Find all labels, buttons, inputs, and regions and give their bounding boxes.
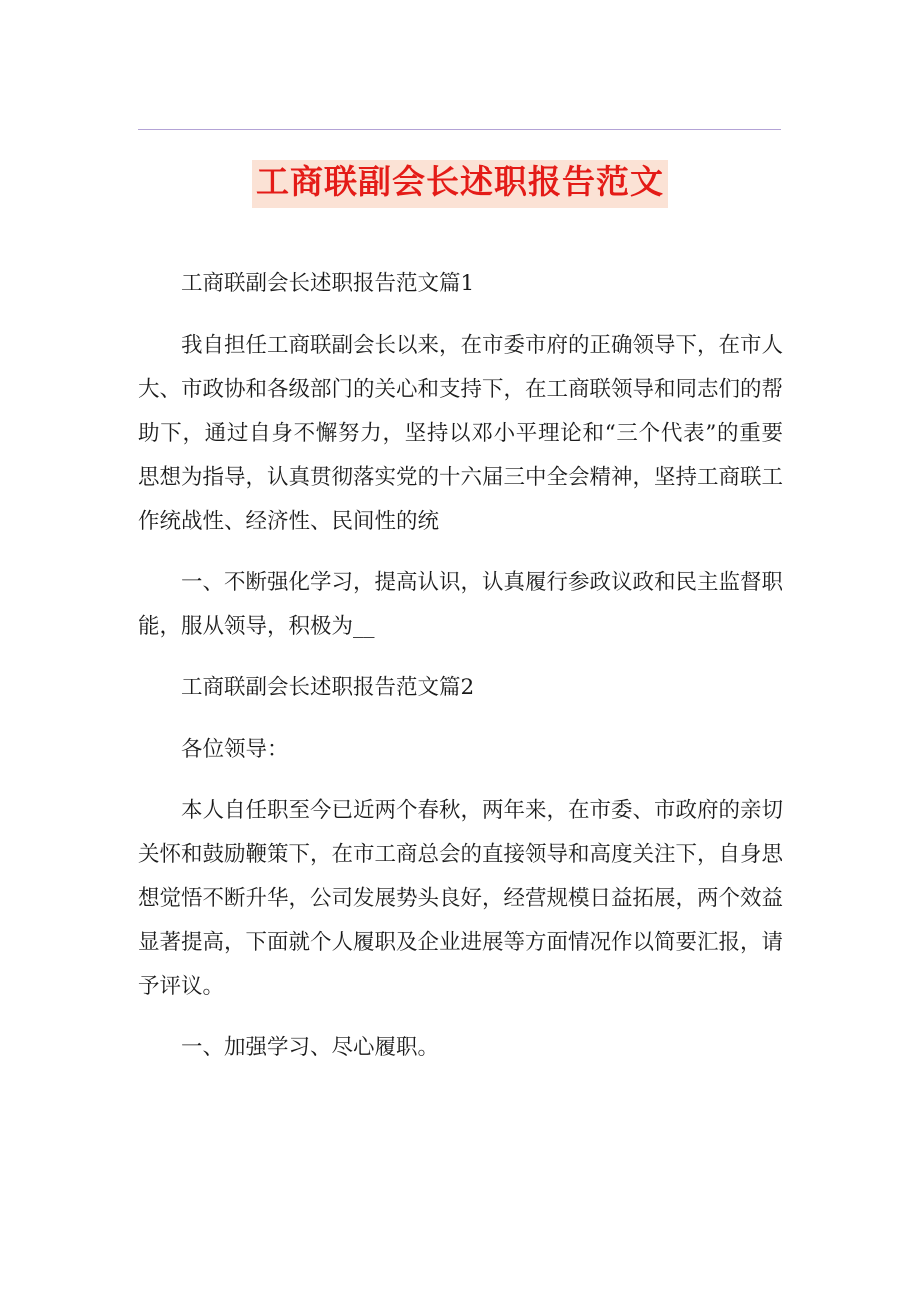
paragraph: 一、不断强化学习，提高认识，认真履行参政议政和民主监督职能，服从领导，积极为__ <box>138 570 784 639</box>
section-heading: 工商联副会长述职报告范文篇2 <box>181 675 475 700</box>
title-container <box>0 160 920 208</box>
section-heading: 工商联副会长述职报告范文篇1 <box>181 271 475 296</box>
paragraph: 本人自任职至今已近两个春秋，两年来，在市委、市政府的亲切关怀和鼓励鞭策下，在市工商总会的直接领导和高度关注下，自身思想觉悟不断升华，公司发展势头良好，经营规模日益拓展，两个效益显著提高，下面就个人履职及企业进展等方面情况作以简要汇报，请予评议。 <box>138 798 784 999</box>
paragraph: 各位领导： <box>181 737 289 762</box>
paragraph: 我自担任工商联副会长以来，在市委市府的正确领导下，在市人大、市政协和各级部门的关心和支持下，在工商联领导和同志们的帮助下，通过自身不懈努力，坚持以邓小平理论和“三个代表”的重要思想为指导，认真贯彻落实党的十六届三中全会精神，坚持工商联工作统战性、经济性、民间性的统 <box>138 333 784 534</box>
document-body <box>138 262 783 1087</box>
document-title: 工商联副会长述职报告范文 <box>252 160 668 208</box>
header-divider <box>138 129 781 130</box>
paragraph: 一、加强学习、尽心履职。 <box>181 1035 440 1060</box>
